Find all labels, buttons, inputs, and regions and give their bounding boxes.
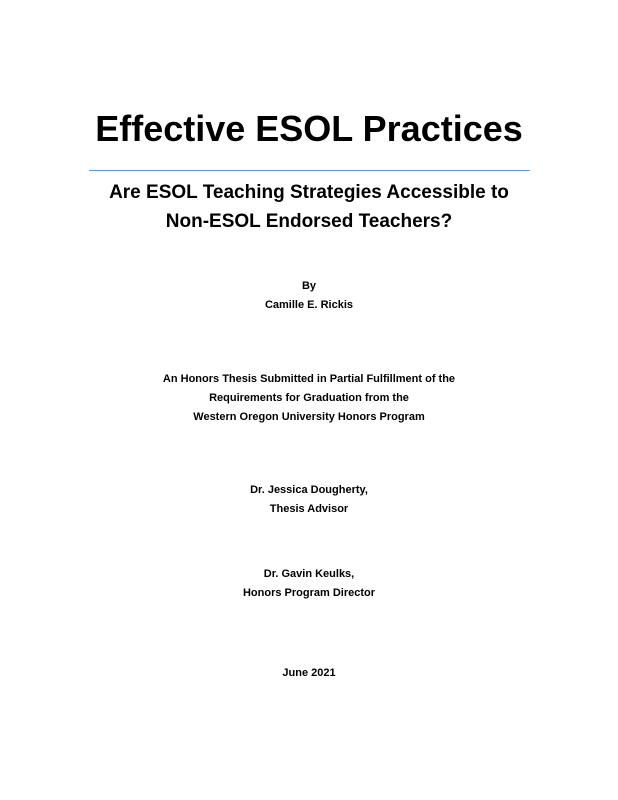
byline bbox=[0, 277, 618, 315]
director-role: Honors Program Director bbox=[242, 587, 376, 599]
thesis-advisor bbox=[0, 481, 618, 519]
subtitle-line-2: Non-ESOL Endorsed Teachers? bbox=[165, 211, 453, 232]
submission-statement bbox=[0, 370, 618, 427]
subtitle-line-1: Are ESOL Teaching Strategies Accessible to bbox=[109, 182, 509, 203]
submission-line-2: Requirements for Graduation from the bbox=[209, 392, 409, 404]
title-divider bbox=[89, 170, 530, 171]
document-subtitle bbox=[0, 178, 618, 236]
advisor-name: Dr. Jessica Dougherty, bbox=[250, 484, 368, 496]
by-label: By bbox=[301, 280, 317, 292]
document-title: Effective ESOL Practices bbox=[95, 108, 523, 149]
submission-line-3: Western Oregon University Honors Program bbox=[193, 411, 425, 423]
advisor-role: Thesis Advisor bbox=[269, 503, 349, 515]
submission-line-1: An Honors Thesis Submitted in Partial Fulfillment of the bbox=[162, 373, 456, 385]
program-director bbox=[0, 565, 618, 603]
submission-date: June 2021 bbox=[282, 667, 336, 679]
director-name: Dr. Gavin Keulks, bbox=[263, 568, 355, 580]
author-name: Camille E. Rickis bbox=[264, 299, 354, 311]
